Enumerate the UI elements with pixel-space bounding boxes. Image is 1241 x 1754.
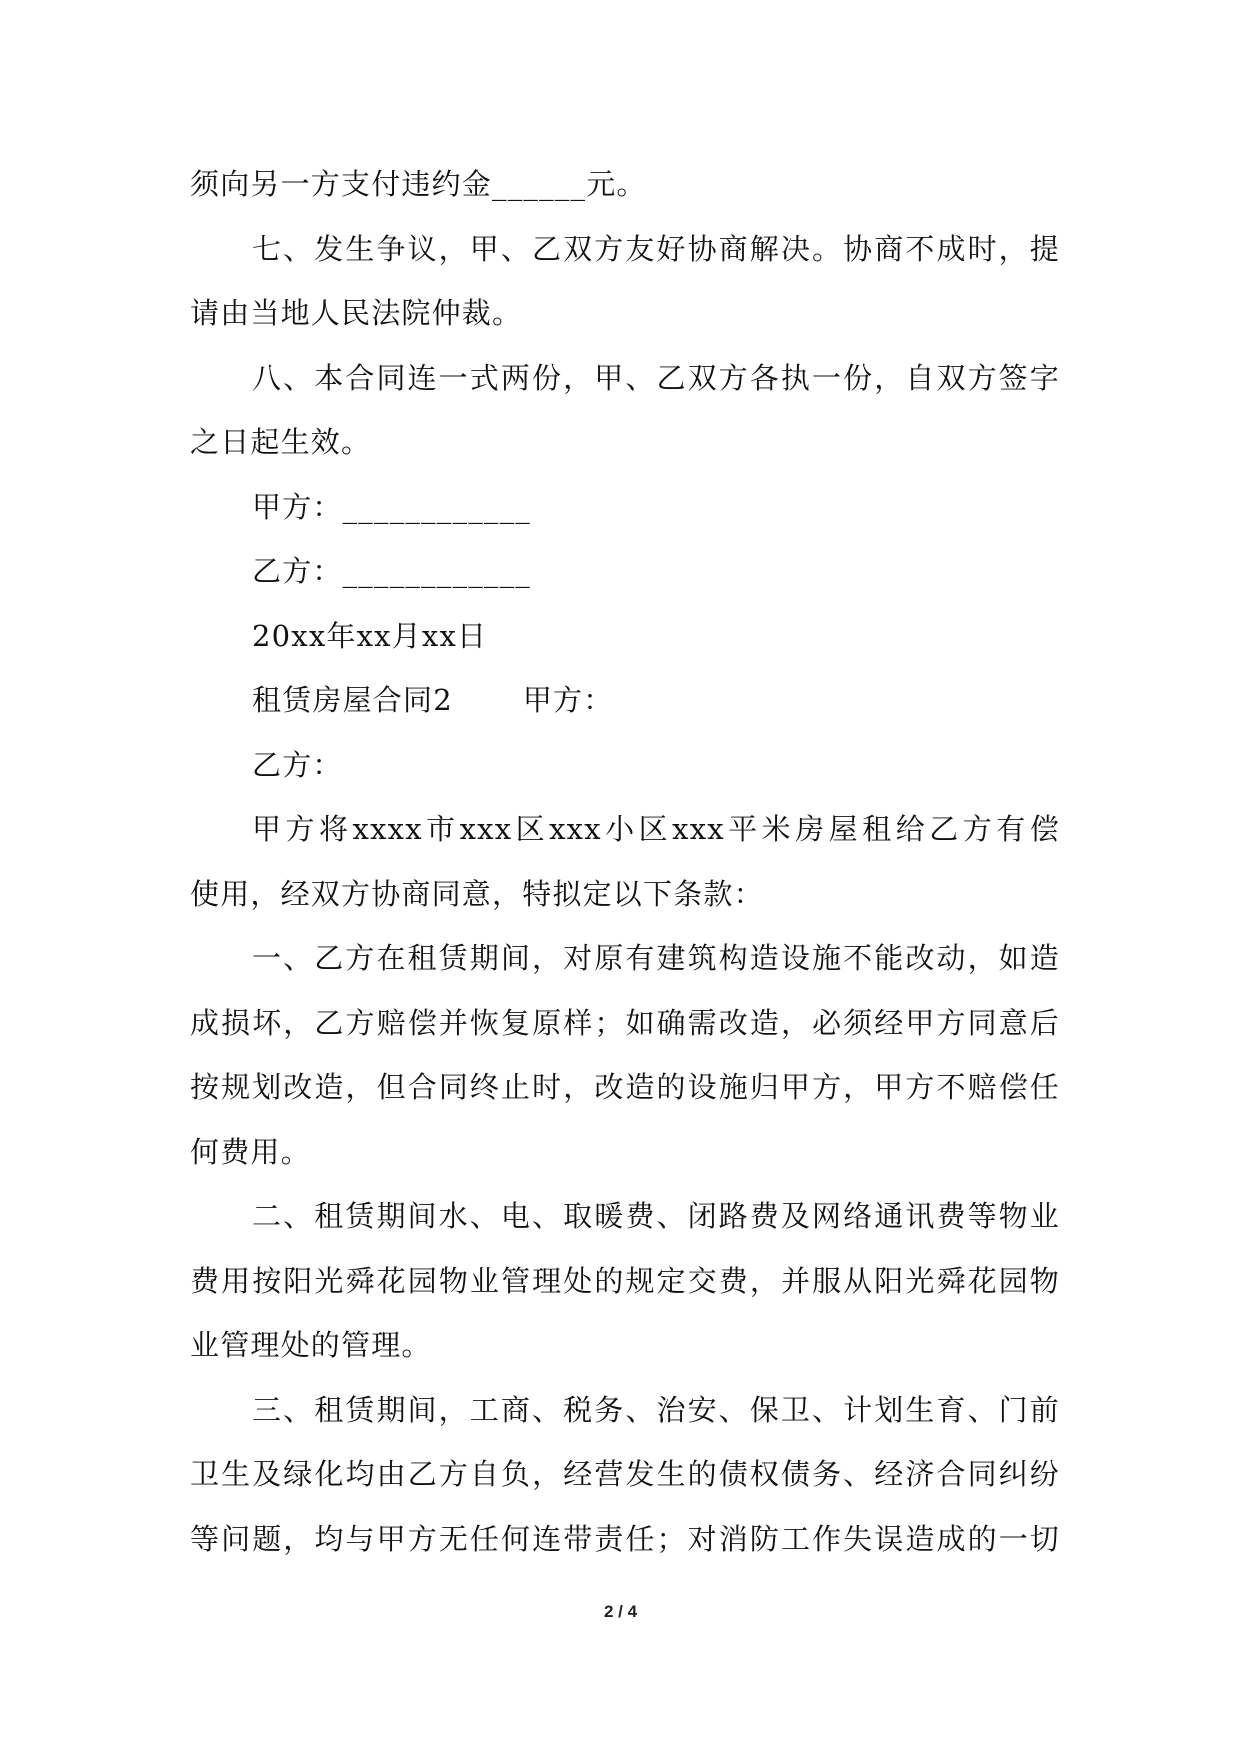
text-line: 费用按阳光舜花园物业管理处的规定交费，并服从阳光舜花园物 [190, 1263, 1060, 1298]
text-line: 甲方将xxxx市xxx区xxx小区xxx平米房屋租给乙方有偿 [252, 812, 1060, 846]
party-b-label: 乙方： [252, 747, 343, 782]
text-line: 成损坏，乙方赔偿并恢复原样；如确需改造，必须经甲方同意后 [190, 1005, 1060, 1040]
text-line: 等问题，均与甲方无任何连带责任；对消防工作失误造成的一切 [190, 1521, 1060, 1556]
page-number: 2 / 4 [603, 1602, 638, 1621]
date-line: 20xx年xx月xx日 [252, 618, 488, 653]
text-line: 按规划改造，但合同终止时，改造的设施归甲方，甲方不赔偿任 [190, 1070, 1060, 1104]
contract-heading-line [190, 668, 1060, 733]
text-line: 何费用。 [190, 1134, 311, 1169]
text-line: 一、乙方在租赁期间，对原有建筑构造设施不能改动，如造 [252, 941, 1060, 975]
text-line: 之日起生效。 [190, 425, 372, 459]
text-line: 请由当地人民法院仲裁。 [190, 296, 523, 330]
party-b-signature-line: 乙方：____________ [252, 554, 532, 588]
text-line: 三、租赁期间，工商、税务、治安、保卫、计划生育、门前 [252, 1392, 1060, 1427]
text-line: 须向另一方支付违约金______元。 [190, 167, 647, 201]
text-line: 使用，经双方协商同意，特拟定以下条款： [190, 876, 764, 911]
party-a-label: 甲方： [522, 683, 614, 717]
text-line: 二、租赁期间水、电、取暖费、闭路费及网络通讯费等物业 [252, 1199, 1060, 1233]
contract-title: 租赁房屋合同2 [252, 683, 453, 717]
text-line: 八、本合同连一式两份，甲、乙双方各执一份，自双方签字 [252, 360, 1060, 395]
document-body [190, 152, 1060, 1571]
party-a-signature-line: 甲方：____________ [252, 489, 532, 524]
text-line: 业管理处的管理。 [190, 1328, 432, 1362]
text-line: 卫生及绿化均由乙方自负，经营发生的债权债务、经济合同纠纷 [190, 1457, 1060, 1491]
text-line: 七、发生争议，甲、乙双方友好协商解决。协商不成时，提 [252, 231, 1060, 266]
